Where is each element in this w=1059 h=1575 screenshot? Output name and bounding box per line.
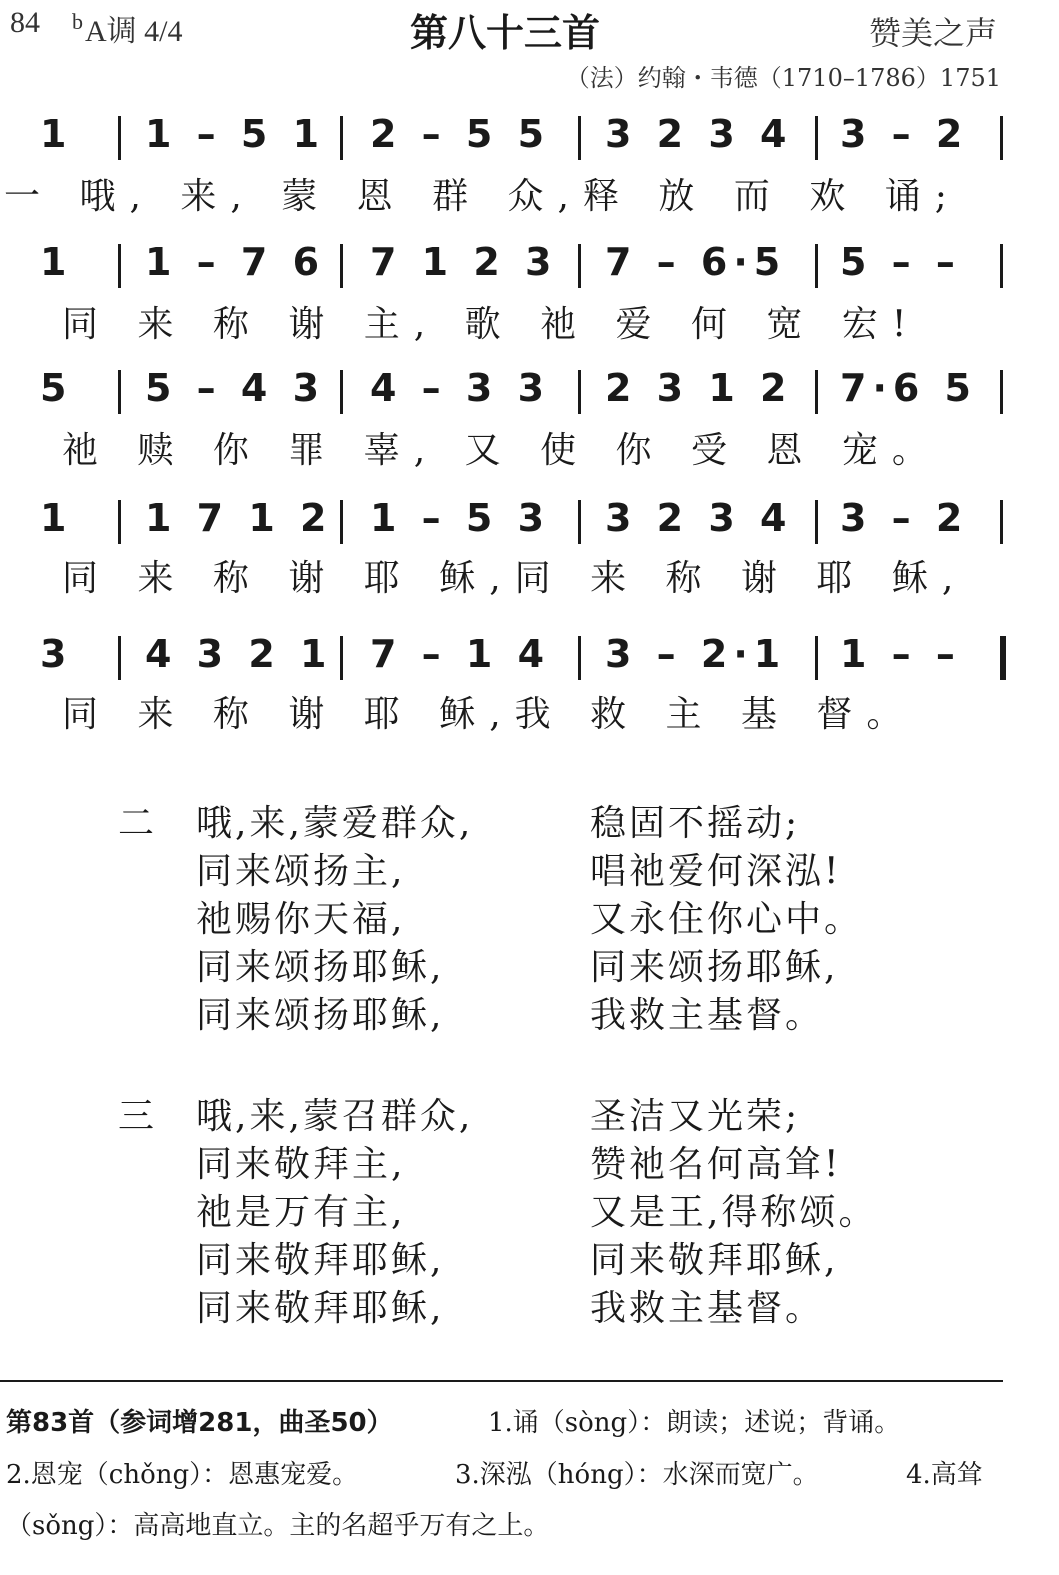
verse-line-right: 赞祂名何高耸!: [590, 1144, 842, 1185]
bar-line: [815, 244, 818, 288]
verse-line-left: 祂是万有主,: [196, 1192, 406, 1233]
bar-line: [578, 636, 581, 680]
measure: 1: [40, 112, 73, 156]
flat-symbol: b: [72, 9, 83, 34]
verse-line-left: 哦,来,蒙召群众,: [196, 1096, 474, 1137]
measure: 5 – –: [840, 240, 961, 284]
measure: 1: [40, 496, 73, 540]
lyric-line: 同 来 称 谢 主, 歌 祂 爱 何 宽 宏!: [62, 304, 921, 345]
key-signature: [72, 6, 183, 50]
lyric-line: 一 哦, 来, 蒙 恩 群 众,释 放 而 欢 诵;: [4, 176, 961, 217]
measure: 2 3 1 2: [605, 366, 793, 410]
bar-line: [340, 244, 343, 288]
bar-line: [118, 500, 121, 544]
measure: 3 – 2·1: [605, 632, 787, 676]
footnote-divider: [0, 1380, 1003, 1382]
lyric-line: 同 来 称 谢 耶 稣,我 救 主 基 督。: [62, 694, 917, 735]
measure: 1 – 5 1: [145, 112, 326, 156]
bar-line: [1000, 500, 1003, 544]
verse-line-left: 同来颂扬主,: [196, 851, 406, 892]
bar-line: [1000, 244, 1003, 288]
verse-line-right: 我救主基督。: [590, 995, 825, 1036]
bar-line: [815, 500, 818, 544]
footnote-4-head: 4.高耸: [906, 1460, 983, 1490]
verse-line-left: 祂赐你天福,: [196, 899, 406, 940]
bar-line: [578, 116, 581, 160]
page-number: 84: [10, 6, 40, 39]
verse-number: 二: [118, 803, 155, 844]
footnote-4-body: （sǒng）：高高地直立。主的名超乎万有之上。: [6, 1511, 550, 1541]
measure: 5 – 4 3: [145, 366, 326, 410]
footnote-1: 1.诵（sòng）：朗读；述说；背诵。: [488, 1408, 901, 1438]
bar-line: [340, 500, 343, 544]
verse-line-left: 同来颂扬耶稣,: [196, 947, 445, 988]
verse-line-right: 唱祂爱何深泓!: [590, 851, 842, 892]
footnote-3: 3.深泓（hóng）：水深而宽广。: [455, 1460, 819, 1490]
measure: 5: [40, 366, 73, 410]
bar-line: [118, 244, 121, 288]
measure: 1 7 1 2: [145, 496, 333, 540]
bar-line: [1000, 370, 1003, 414]
bar-line: [340, 636, 343, 680]
verse-line-left: 同来敬拜主,: [196, 1144, 406, 1185]
measure: 1 – 5 3: [370, 496, 551, 540]
measure: 7 – 1 4: [370, 632, 551, 676]
hymn-title: 第八十三首: [409, 11, 600, 55]
bar-line: [118, 370, 121, 414]
bar-line: [340, 116, 343, 160]
bar-line: [815, 636, 818, 680]
measure: 3 2 3 4: [605, 496, 793, 540]
measure: 3: [40, 632, 73, 676]
lyric-line: 同 来 称 谢 耶 稣,同 来 称 谢 耶 稣,: [62, 558, 968, 599]
footnote-2: 2.恩宠（chǒng）：恩惠宠爱。: [6, 1460, 359, 1490]
measure: 1: [40, 240, 73, 284]
verse-line-right: 我救主基督。: [590, 1288, 825, 1329]
bar-line: [578, 370, 581, 414]
measure: 4 – 3 3: [370, 366, 551, 410]
measure: 7·6 5: [840, 366, 977, 410]
verse-line-right: 稳固不摇动;: [590, 803, 801, 844]
measure: 7 – 6·5: [605, 240, 787, 284]
measure: 2 – 5 5: [370, 112, 551, 156]
bar-line: [1000, 116, 1003, 160]
verse-line-right: 圣洁又光荣;: [590, 1096, 801, 1137]
verse-line-right: 同来敬拜耶稣,: [590, 1240, 839, 1281]
tune-name: 赞美之声: [868, 14, 997, 52]
bar-line: [815, 116, 818, 160]
verse-line-left: 哦,来,蒙爱群众,: [196, 803, 474, 844]
measure: 7 1 2 3: [370, 240, 558, 284]
bar-line: [118, 636, 121, 680]
bar-line: [578, 500, 581, 544]
key-label: A调 4/4: [85, 15, 183, 48]
verse-line-left: 同来颂扬耶稣,: [196, 995, 445, 1036]
verse-number: 三: [118, 1096, 155, 1137]
verse-line-left: 同来敬拜耶稣,: [196, 1240, 445, 1281]
verse-line-right: 又是王,得称颂。: [590, 1192, 878, 1233]
bar-line: [578, 244, 581, 288]
footnote-ref-text: 第83首（参词增281，曲圣50）: [6, 1408, 393, 1438]
measure: 1 – –: [840, 632, 961, 676]
measure: 3 – 2: [840, 112, 969, 156]
verse-line-right: 又永住你心中。: [590, 899, 864, 940]
measure: 4 3 2 1: [145, 632, 333, 676]
measure: 1 – 7 6: [145, 240, 326, 284]
footnote-ref: [6, 1402, 393, 1439]
bar-line: [1000, 636, 1006, 680]
verse-line-left: 同来敬拜耶稣,: [196, 1288, 445, 1329]
lyric-line: 祂 赎 你 罪 辜, 又 使 你 受 恩 宠。: [62, 430, 942, 471]
measure: 3 2 3 4: [605, 112, 793, 156]
measure: 3 – 2: [840, 496, 969, 540]
bar-line: [118, 116, 121, 160]
verse-line-right: 同来颂扬耶稣,: [590, 947, 839, 988]
bar-line: [340, 370, 343, 414]
bar-line: [815, 370, 818, 414]
composer-credit: （法）约翰・韦德（1710–1786）1751: [565, 64, 1001, 92]
